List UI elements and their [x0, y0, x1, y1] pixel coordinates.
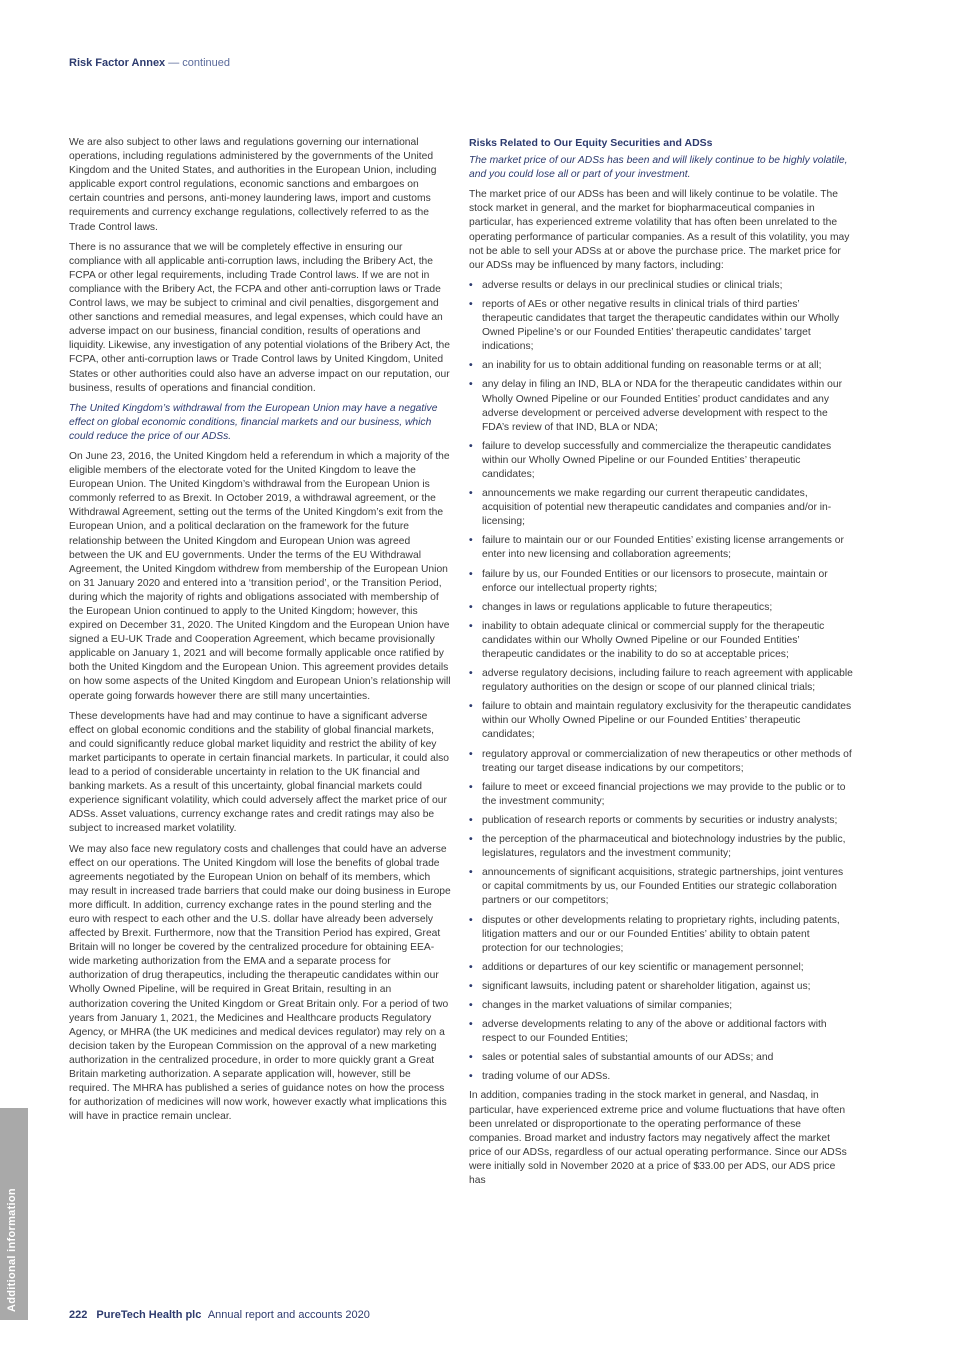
page-footer [69, 1309, 370, 1321]
list-item-text: trading volume of our ADSs. [482, 1071, 611, 1083]
list-item-text: failure to meet or exceed financial projections we may provide to the public or to the investment community; [482, 781, 846, 807]
bullet-icon: • [469, 748, 473, 760]
list-item-text: announcements of significant acquisitions, strategic partnerships, joint ventures or capital commitments by us, our Founded Entities our strategic collaboration partners or our competitors; [482, 867, 844, 907]
bullet-icon: • [469, 834, 473, 846]
list-item [469, 1018, 853, 1046]
list-item [469, 833, 853, 861]
list-item [469, 440, 853, 482]
bullet-icon: • [469, 440, 473, 452]
paragraph: These developments have had and may continue to have a significant adverse effect on global economic conditions and the stability of global financial markets, and could significantly reduce global market liquidity and restrict the ability of key market participants to operate in certain financial markets. In particular, it could also lead to a period of considerable uncertainty in relation to the UK financial and banking markets. As a result of this uncertainty, global financial markets could experience significant volatility, which could adversely affect the market price of our ADSs. Asset valuations, currency exchange rates and credit ratings may also be subject to increased market volatility. [69, 710, 450, 835]
section-subheading: The market price of our ADSs has been and will likely continue to be highly volatile, and you could lose all or part of your investment. [469, 155, 848, 181]
list-item [469, 667, 853, 695]
list-item-text: disputes or other developments relating to proprietary rights, including patents, litigation matters and our or our Founded Entities’ ability to obtain patent protection for our technologies; [482, 914, 840, 954]
list-item-text: changes in laws or regulations applicable to future therapeutics; [482, 601, 773, 613]
bullet-icon: • [469, 298, 473, 310]
section-heading: Risks Related to Our Equity Securities and ADSs [469, 137, 713, 149]
list-item [469, 601, 853, 615]
list-item-text: additions or departures of our key scientific or management personnel; [482, 961, 804, 973]
paragraph: We may also face new regulatory costs and challenges that could have an adverse effect on our operations. The United Kingdom will lose the benefits of global trade agreements negotiated by the European Union on behalf of its members, which may result in increased trade barriers that could make our doing business in Europe more difficult. In addition, currency exchange rates in the pound sterling and the euro with respect to each other and the U.S. dollar have already been adversely affected by Brexit. Furthermore, now that the Transition Period has expired, Great Britain will no longer be covered by the centralized procedure for obtaining EEA-wide marketing authorization from the EMA and a separate process for authorization of drug therapeutics, including the therapeutic candidates within our Wholly Owned Pipeline, will be required in Great Britain, resulting in an authorization covering the United Kingdom or Great Britain only. For a period of two years from January 1, 2021, the Medicines and Healthcare products Regulatory Agency, or MHRA (the UK medicines and medical devices regulator) may rely on a decision taken by the European Commission on the approval of a new marketing authorization in the centralized procedure, in order to more quickly grant a Great Britain marketing authorization. A separate application will, however, still be required. The MHRA has published a series of guidance notes on how the process for authorization of medicines will now work, however exactly what implications this will have in practice remain unclear. [69, 843, 451, 1123]
list-item-text: changes in the market valuations of similar companies; [482, 999, 733, 1011]
list-item [469, 298, 853, 354]
list-item [469, 487, 853, 529]
list-item [469, 378, 853, 434]
list-item-text: publication of research reports or comments by securities or industry analysts; [482, 814, 838, 826]
list-item-text: any delay in filing an IND, BLA or NDA for the therapeutic candidates within our Wholly Owned Pipeline or our Founded Entities’ product candidates and any adverse development or perceived adverse development with respect to the FDA’s review of that IND, BLA or NDA; [482, 379, 843, 433]
bullet-icon: • [469, 568, 473, 580]
list-item [469, 914, 853, 956]
factor-list [469, 279, 853, 1085]
list-item-text: significant lawsuits, including patent or shareholder litigation, against us; [482, 980, 811, 992]
page-number: 222 [69, 1309, 88, 1321]
paragraph: We are also subject to other laws and regulations governing our international operations, including regulations administered by the governments of the United Kingdom and the United States, and authorities in the European Union, including applicable export control regulations, economic sanctions and embargoes on certain countries and persons, anti-money laundering laws, import and customs requirements and currency exchange regulations, collectively referred to as the Trade Control laws. [69, 137, 437, 233]
list-item-text: sales or potential sales of substantial amounts of our ADSs; and [482, 1052, 774, 1064]
bullet-icon: • [469, 379, 473, 391]
bullet-icon: • [469, 1019, 473, 1031]
left-column [69, 136, 451, 1130]
bullet-icon: • [469, 601, 473, 613]
list-item [469, 781, 853, 809]
list-item-text: reports of AEs or other negative results in clinical trials of third parties’ therapeutic candidates that target the therapeutic candidates within our Wholly Owned Pipeline’s or our Founded Entities’ therapeutic candidates’ target indications; [482, 298, 840, 353]
list-item [469, 961, 853, 975]
list-item-text: failure to obtain and maintain regulatory exclusivity for the therapeutic candidates within our Wholly Owned Pipeline or our Founded Entities’ therapeutic candidates; [482, 701, 852, 741]
bullet-icon: • [469, 1052, 473, 1064]
bullet-icon: • [469, 999, 473, 1011]
section-subheading: The United Kingdom’s withdrawal from the European Union may have a negative effect on global economic conditions, financial markets and our business, which could reduce the price of our ADSs. [69, 402, 438, 442]
paragraph: The market price of our ADSs has been and will likely continue to be volatile. The stock market in general, and the market for biopharmaceutical companies in particular, has experienced extreme volatility that has often been unrelated to the operating performance of particular companies. As a result of this volatility, you may not be able to sell your ADSs at or above the purchase price. The market price for our ADSs may be influenced by many factors, including: [469, 189, 850, 271]
list-item-text: failure to develop successfully and commercialize the therapeutic candidates within our Wholly Owned Pipeline or our Founded Entities’ therapeutic candidates; [482, 440, 832, 480]
list-item-text: failure to maintain our or our Founded Entities’ existing license arrangements or enter into new licensing and collaboration agreements; [482, 535, 844, 561]
running-header [69, 57, 230, 69]
bullet-icon: • [469, 279, 473, 291]
list-item [469, 568, 853, 596]
bullet-icon: • [469, 360, 473, 372]
list-item [469, 620, 853, 662]
report-title: Annual report and accounts 2020 [207, 1309, 370, 1321]
list-item-text: the perception of the pharmaceutical and biotechnology industries by the public, legislatures, regulators and the investment community; [482, 834, 846, 860]
bullet-icon: • [469, 781, 473, 793]
list-item [469, 700, 853, 742]
list-item-text: adverse regulatory decisions, including failure to reach agreement with applicable regulatory authorities on the design or scope of our planned clinical trials; [482, 668, 853, 694]
list-item [469, 814, 853, 828]
bullet-icon: • [469, 980, 473, 992]
side-tab-label: Additional information [6, 1188, 18, 1312]
list-item-text: failure by us, our Founded Entities or our licensors to prosecute, maintain or enforce our intellectual property rights; [482, 568, 828, 594]
list-item-text: adverse developments relating to any of the above or additional factors with respect to our Founded Entities; [482, 1019, 827, 1045]
list-item [469, 748, 853, 776]
bullet-icon: • [469, 488, 473, 500]
list-item [469, 534, 853, 562]
list-item [469, 279, 853, 293]
bullet-icon: • [469, 867, 473, 879]
bullet-icon: • [469, 668, 473, 680]
list-item [469, 359, 853, 373]
bullet-icon: • [469, 961, 473, 973]
paragraph: In addition, companies trading in the stock market in general, and Nasdaq, in particular, have experienced extreme price and volume fluctuations that have often been unrelated or disproportionate to the operating performance of these companies. Broad market and industry factors may negatively affect the market price of our ADSs, regardless of our actual operating performance. Since our ADSs were initially sold in November 2020 at a price of $33.00 per ADS, our ADS price has [469, 1090, 847, 1186]
list-item [469, 1051, 853, 1065]
bullet-icon: • [469, 535, 473, 547]
company-name: PureTech Health plc [96, 1309, 202, 1321]
section-side-tab [0, 1108, 28, 1320]
list-item [469, 866, 853, 908]
bullet-icon: • [469, 620, 473, 632]
bullet-icon: • [469, 914, 473, 926]
list-item-text: an inability for us to obtain additional funding on reasonable terms or at all; [482, 360, 822, 372]
list-item-text: adverse results or delays in our preclinical studies or clinical trials; [482, 279, 783, 291]
list-item-text: announcements we make regarding our current therapeutic candidates, acquisition of potential new therapeutic candidates and companies and/or in-licensing; [482, 488, 832, 528]
list-item [469, 1070, 853, 1084]
paragraph: There is no assurance that we will be completely effective in ensuring our compliance with all applicable anti-corruption laws, including the Bribery Act, the FCPA or other legal requirements, including Trade Control laws. If we are not in compliance with the Bribery Act, the FCPA and other anti-corruption laws or Trade Control laws, we may be subject to criminal and civil penalties, disgorgement and other sanctions and remedial measures, and legal expenses, which could have an adverse impact on our business, financial condition, results of operations and liquidity. Likewise, any investigation of any potential violations of the Bribery Act, the FCPA, other anti-corruption laws or Trade Control laws by United Kingdom, United States or other authorities could also have an adverse impact on our reputation, our business, results of operations and financial condition. [69, 241, 451, 394]
header-suffix: — continued [168, 57, 231, 69]
bullet-icon: • [469, 701, 473, 713]
right-column [469, 136, 853, 1194]
list-item [469, 980, 853, 994]
bullet-icon: • [469, 814, 473, 826]
list-item [469, 999, 853, 1013]
header-title: Risk Factor Annex [69, 57, 166, 69]
bullet-icon: • [469, 1071, 473, 1083]
paragraph: On June 23, 2016, the United Kingdom held a referendum in which a majority of the eligible members of the electorate voted for the United Kingdom to leave the European Union. The United Kingdom’s withdrawal from the European Union is commonly referred to as Brexit. In October 2019, a withdrawal agreement, or the Withdrawal Agreement, setting out the terms of the United Kingdom’s exit from the European Union, and a political declaration on the framework for the future relationship between the United Kingdom and European Union was agreed between the UK and EU governments. Under the terms of the EU Withdrawal Agreement, the United Kingdom withdrew from membership of the European Union on 31 January 2020 and entered into a ‘transition period’, or the Transition Period, during which the majority of rights and obligations associated with membership of the European Union continued to apply to the United Kingdom; however, this expired on December 31, 2020. The United Kingdom and the European Union have signed a EU-UK Trade and Cooperation Agreement, which became provisionally applicable on January 1, 2021 and will become formally applicable once ratified by both the United Kingdom and the European Union. This agreement provides details on how some aspects of the United Kingdom and European Union’s relationship will operate going forwards however there are still many uncertainties. [69, 450, 451, 702]
list-item-text: regulatory approval or commercialization of new therapeutics or other methods of treating our target disease indications by our competitors; [482, 748, 852, 774]
list-item-text: inability to obtain adequate clinical or commercial supply for the therapeutic candidates within our Wholly Owned Pipeline or our Founded Entities’ therapeutic candidates or the inability to do so at acceptable prices; [482, 620, 825, 660]
